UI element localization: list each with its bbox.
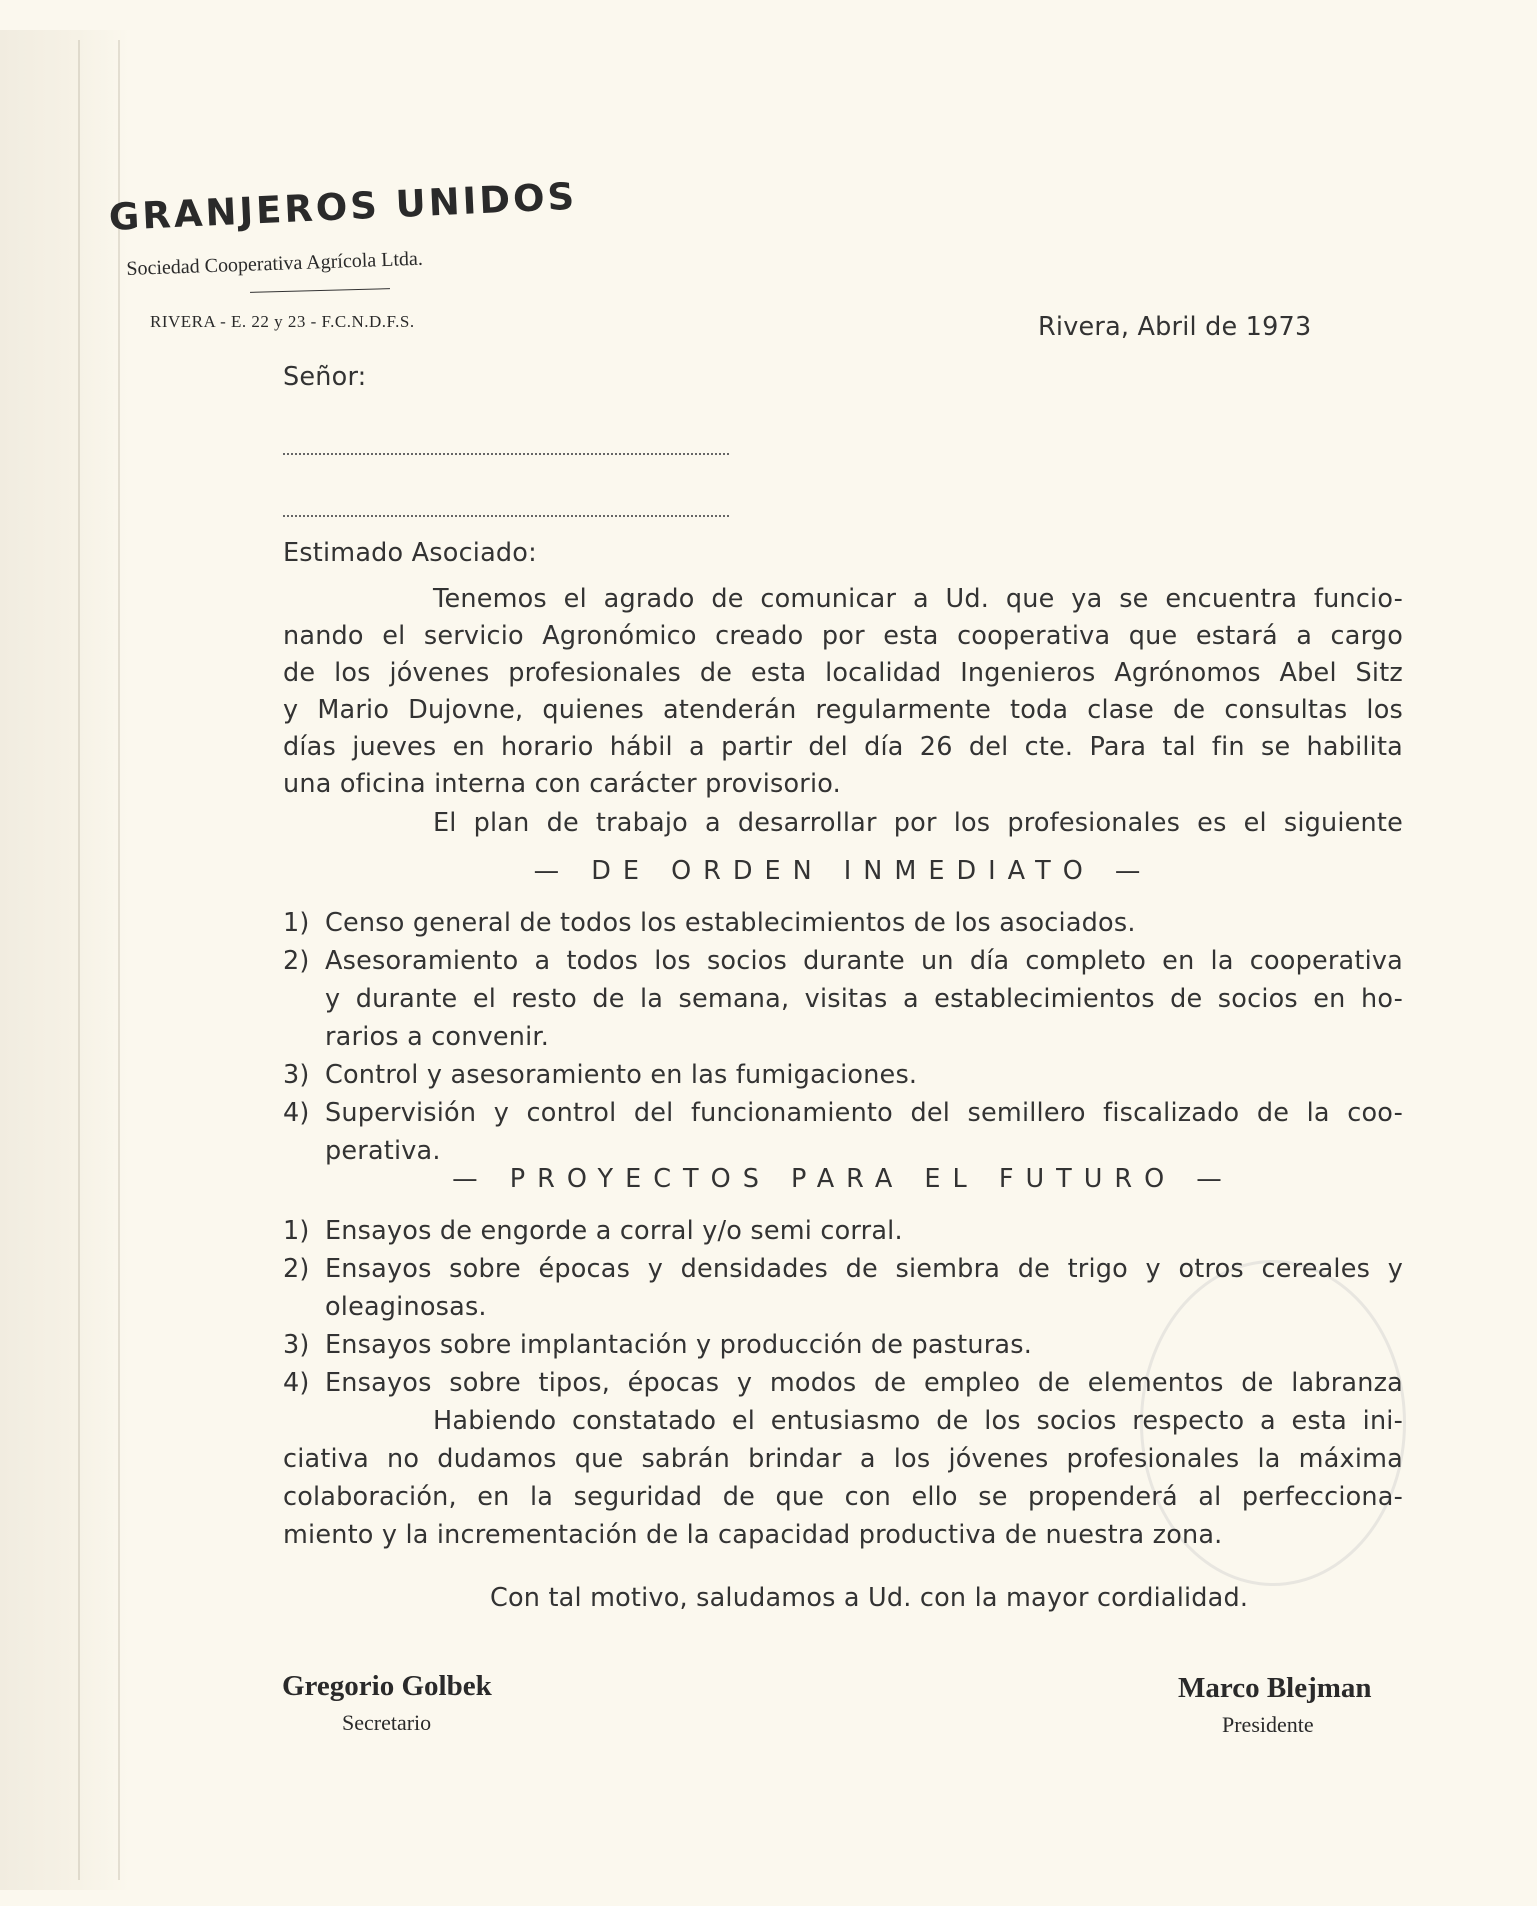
recipient-line [283,515,729,517]
intro-line: una oficina interna con carácter provisorio. [283,769,841,799]
salutation: Estimado Asociado: [283,538,537,568]
item-text: Supervisión y control del funcionamiento del semillero fiscalizado de la coo- [325,1098,1403,1128]
item-text: Censo general de todos los establecimientos de los asociados. [325,908,1136,938]
item-text: Ensayos sobre tipos, épocas y modos de empleo de elementos de labranza [325,1368,1403,1398]
intro-line: días jueves en horario hábil a partir del día 26 del cte. Para tal fin se habilita [283,732,1403,762]
date-line: Rivera, Abril de 1973 [1038,312,1312,342]
recipient-line [283,453,729,455]
signatory-role: Secretario [342,1710,432,1735]
signatory-name: Marco Blejman [1178,1672,1372,1704]
letterhead-address: RIVERA - E. 22 y 23 - F.C.N.D.F.S. [150,312,415,331]
recipient-label: Señor: [283,362,367,392]
section-heading: — DE ORDEN INMEDIATO — [533,856,1153,886]
intro-line: nando el servicio Agronómico creado por esta cooperativa que estará a cargo [283,621,1403,651]
intro-line: y Mario Dujovne, quienes atenderán regularmente toda clase de consultas los [283,695,1403,725]
paper-fold [0,30,130,1890]
item-text: Ensayos de engorde a corral y/o semi corral. [325,1216,903,1246]
item-text: Control y asesoramiento en las fumigaciones. [325,1060,918,1090]
intro-line: de los jóvenes profesionales de esta localidad Ingenieros Agrónomos Abel Sitz [283,658,1403,688]
closing-line: ciativa no dudamos que sabrán brindar a los jóvenes profesionales la máxima [283,1444,1403,1474]
fold-crease [118,40,120,1880]
item-text: Ensayos sobre implantación y producción de pasturas. [325,1330,1033,1360]
item-text: Asesoramiento a todos los socios durante un día completo en la cooperativa [325,946,1403,976]
item-text: perativa. [325,1136,441,1166]
item-number: 4) [283,1368,310,1398]
item-number: 2) [283,1254,310,1284]
closing-line: colaboración, en la seguridad de que con ello se propenderá al perfecciona- [283,1482,1403,1512]
item-number: 1) [283,1216,310,1246]
item-number: 4) [283,1098,310,1128]
letterhead-name: GRANJEROS UNIDOS [108,174,579,239]
item-number: 1) [283,908,310,938]
letterhead-subtitle: Sociedad Cooperativa Agrícola Ltda. [126,247,424,280]
closing-line: Habiendo constatado el entusiasmo de los socios respecto a esta ini- [433,1406,1403,1436]
item-text: rarios a convenir. [325,1022,550,1052]
farewell: Con tal motivo, saludamos a Ud. con la mayor cordialidad. [490,1583,1249,1613]
item-text: Ensayos sobre épocas y densidades de siembra de trigo y otros cereales y [325,1254,1403,1284]
item-number: 3) [283,1330,310,1360]
fold-crease [78,40,80,1880]
plan-line: El plan de trabajo a desarrollar por los profesionales es el siguiente [433,808,1403,838]
section-heading: — PROYECTOS PARA EL FUTURO — [452,1164,1234,1194]
closing-line: miento y la incrementación de la capacidad productiva de nuestra zona. [283,1520,1223,1550]
letterhead-rule [250,288,390,293]
intro-line: Tenemos el agrado de comunicar a Ud. que ya se encuentra funcio- [433,584,1403,614]
item-number: 2) [283,946,310,976]
item-number: 3) [283,1060,310,1090]
item-text: oleaginosas. [325,1292,487,1322]
signatory-name: Gregorio Golbek [282,1670,492,1702]
signatory-role: Presidente [1222,1712,1314,1737]
item-text: y durante el resto de la semana, visitas a establecimientos de socios en ho- [325,984,1403,1014]
